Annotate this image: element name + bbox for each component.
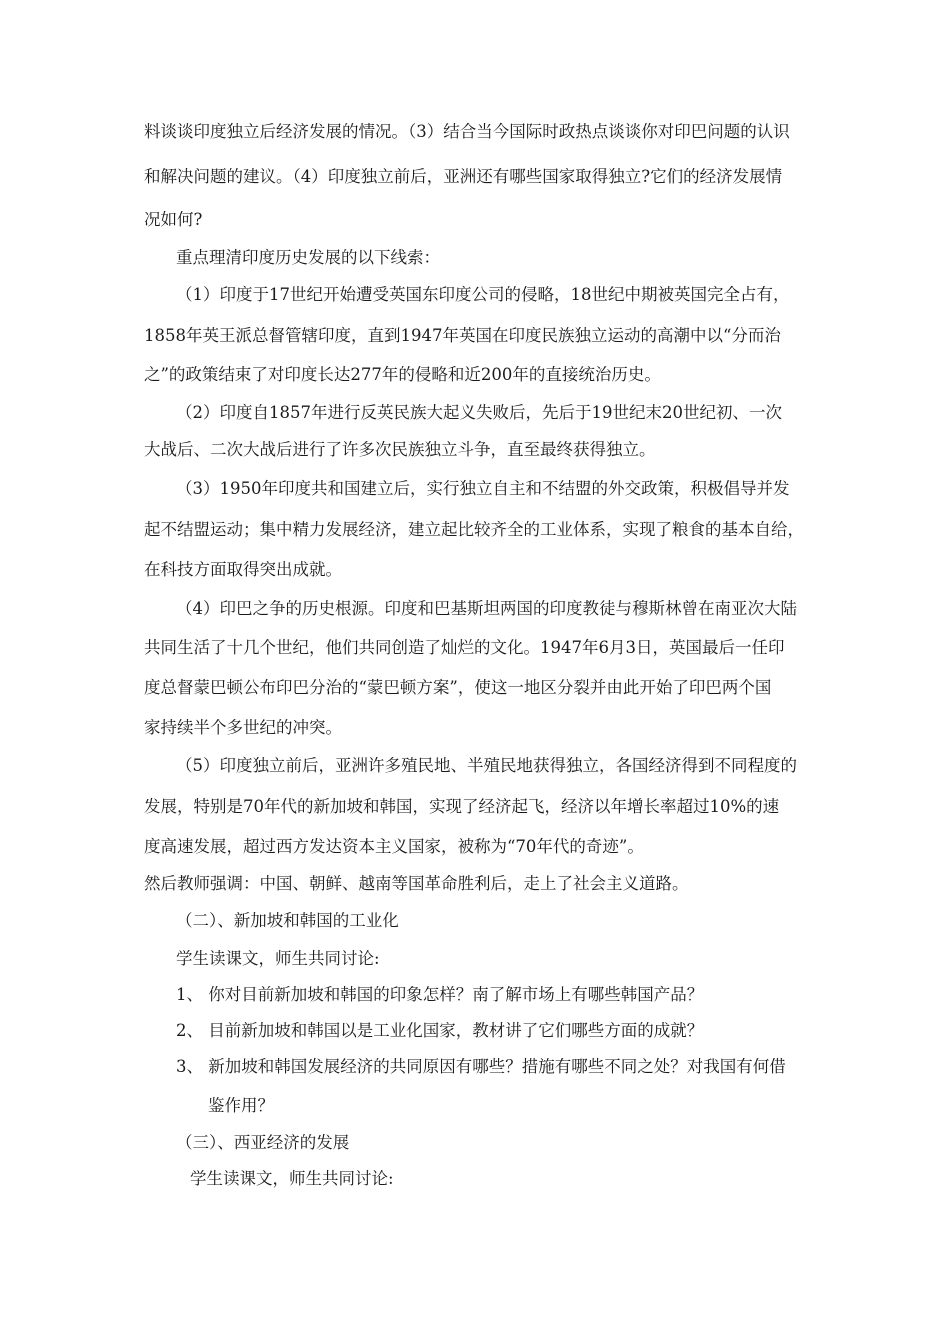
section-heading: （二）、新加坡和韩国的工业化 [176, 911, 399, 930]
text-line: （3）1950年印度共和国建立后，实行独立自主和不结盟的外交政策，积极倡导并发 [176, 479, 790, 498]
text-line: 学生读课文，师生共同讨论: [190, 1169, 394, 1188]
text-line: 家持续半个多世纪的冲突。 [144, 718, 342, 737]
section-heading: （三）、西亚经济的发展 [176, 1133, 350, 1152]
list-item: 1、 你对目前新加坡和韩国的印象怎样？南了解市场上有哪些韩国产品？ [176, 985, 704, 1004]
text-line: 起不结盟运动；集中精力发展经济，建立起比较齐全的工业体系，实现了粮食的基本自给， [144, 520, 804, 539]
text-line: 料谈谈印度独立后经济发展的情况。（3）结合当今国际时政热点谈谈你对印巴问题的认识 [144, 122, 790, 141]
text-line: 1858年英王派总督管辖印度，直到1947年英国在印度民族独立运动的高潮中以“分而治 [144, 326, 781, 345]
text-line: （2）印度自1857年进行反英民族大起义失败后，先后于19世纪末20世纪初、一次 [176, 403, 782, 422]
text-line: （5）印度独立前后，亚洲许多殖民地、半殖民地获得独立，各国经济得到不同程度的 [176, 756, 797, 775]
text-line: 度高速发展，超过西方发达资本主义国家，被称为“70年代的奇迹”。 [144, 837, 644, 856]
text-line: 学生读课文，师生共同讨论: [176, 949, 380, 968]
list-item: 2、 目前新加坡和韩国以是工业化国家，教材讲了它们哪些方面的成就？ [176, 1021, 704, 1040]
text-line: 况如何? [144, 210, 203, 229]
list-item: 3、 新加坡和韩国发展经济的共同原因有哪些？措施有哪些不同之处？对我国有何借 [176, 1057, 786, 1076]
text-line: 重点理清印度历史发展的以下线索： [176, 248, 440, 267]
text-line: 和解决问题的建议。（4）印度独立前后，亚洲还有哪些国家取得独立?它们的经济发展情 [144, 167, 783, 186]
text-line: （1）印度于17世纪开始遭受英国东印度公司的侵略，18世纪中期被英国完全占有， [176, 285, 790, 304]
text-line: 在科技方面取得突出成就。 [144, 560, 342, 579]
list-item-continuation: 鉴作用？ [208, 1096, 274, 1115]
text-line: 度总督蒙巴顿公布印巴分治的“蒙巴顿方案”，使这一地区分裂并由此开始了印巴两个国 [144, 678, 772, 697]
text-line: 之”的政策结束了对印度长达277年的侵略和近200年的直接统治历史。 [144, 365, 661, 384]
text-line: 大战后、二次大战后进行了许多次民族独立斗争，直至最终获得独立。 [144, 440, 656, 459]
text-line: 发展，特别是70年代的新加坡和韩国，实现了经济起飞，经济以年增长率超过10%的速 [144, 797, 780, 816]
text-line: （4）印巴之争的历史根源。印度和巴基斯坦两国的印度教徒与穆斯林曾在南亚次大陆 [176, 599, 797, 618]
text-line: 然后教师强调：中国、朝鲜、越南等国革命胜利后，走上了社会主义道路。 [144, 874, 689, 893]
text-line: 共同生活了十几个世纪，他们共同创造了灿烂的文化。1947年6月3日，英国最后一任印 [144, 638, 785, 657]
